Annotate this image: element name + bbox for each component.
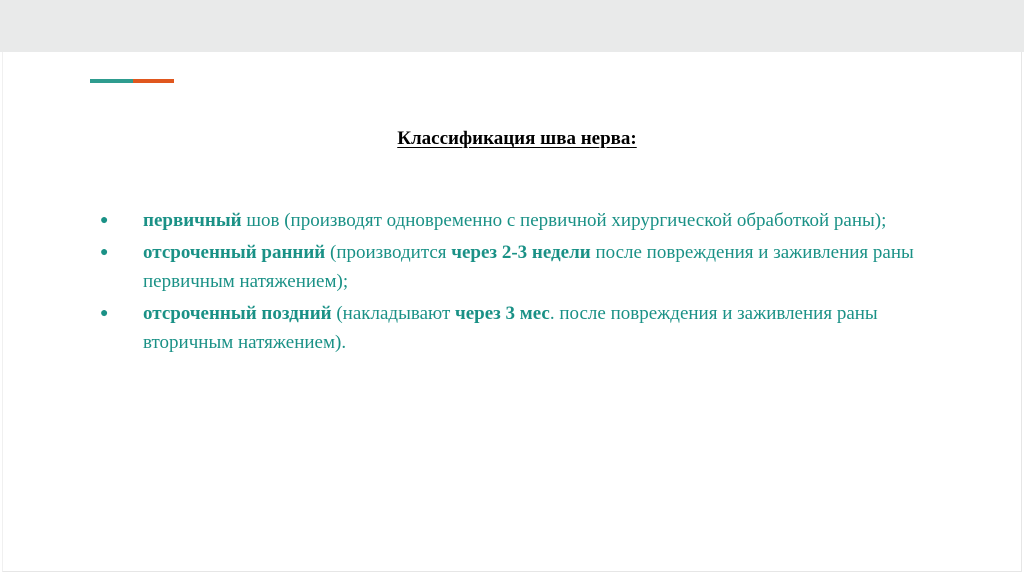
list-item-delayed-early: [100, 238, 940, 296]
slide-title-text: Классификация шва нерва:: [397, 128, 637, 149]
bullet-text: (производится: [325, 242, 452, 263]
slide-title: [0, 127, 1024, 151]
top-band: [0, 0, 1024, 52]
bullet-strong-timing: через 3 мес: [455, 303, 550, 324]
bullet-text: . после повреждения и заживления раны вторичным натяжением).: [143, 303, 878, 353]
bullet-text: после повреждения и заживления раны первичным натяжением);: [143, 242, 914, 292]
bullet-text: шов (производят одновременно с первичной хирургической обработкой раны);: [241, 210, 887, 231]
accent-line: [90, 79, 174, 83]
bullet-dot: ●: [100, 213, 109, 228]
bullet-text: (накладывают: [331, 303, 456, 324]
bullet-dot: ●: [100, 306, 109, 321]
bullet-strong: отсроченный поздний: [143, 303, 332, 324]
accent-line-teal: [90, 79, 133, 83]
list-item-delayed-late: [100, 299, 940, 357]
accent-line-orange: [133, 79, 174, 83]
list-item-primary: [100, 206, 940, 235]
bullet-strong-timing: через 2-3 недели: [451, 242, 591, 263]
bullet-strong: первичный: [143, 210, 242, 231]
bullet-strong: отсроченный ранний: [143, 242, 326, 263]
bullet-dot: ●: [100, 245, 109, 260]
bullet-list: [100, 206, 940, 360]
